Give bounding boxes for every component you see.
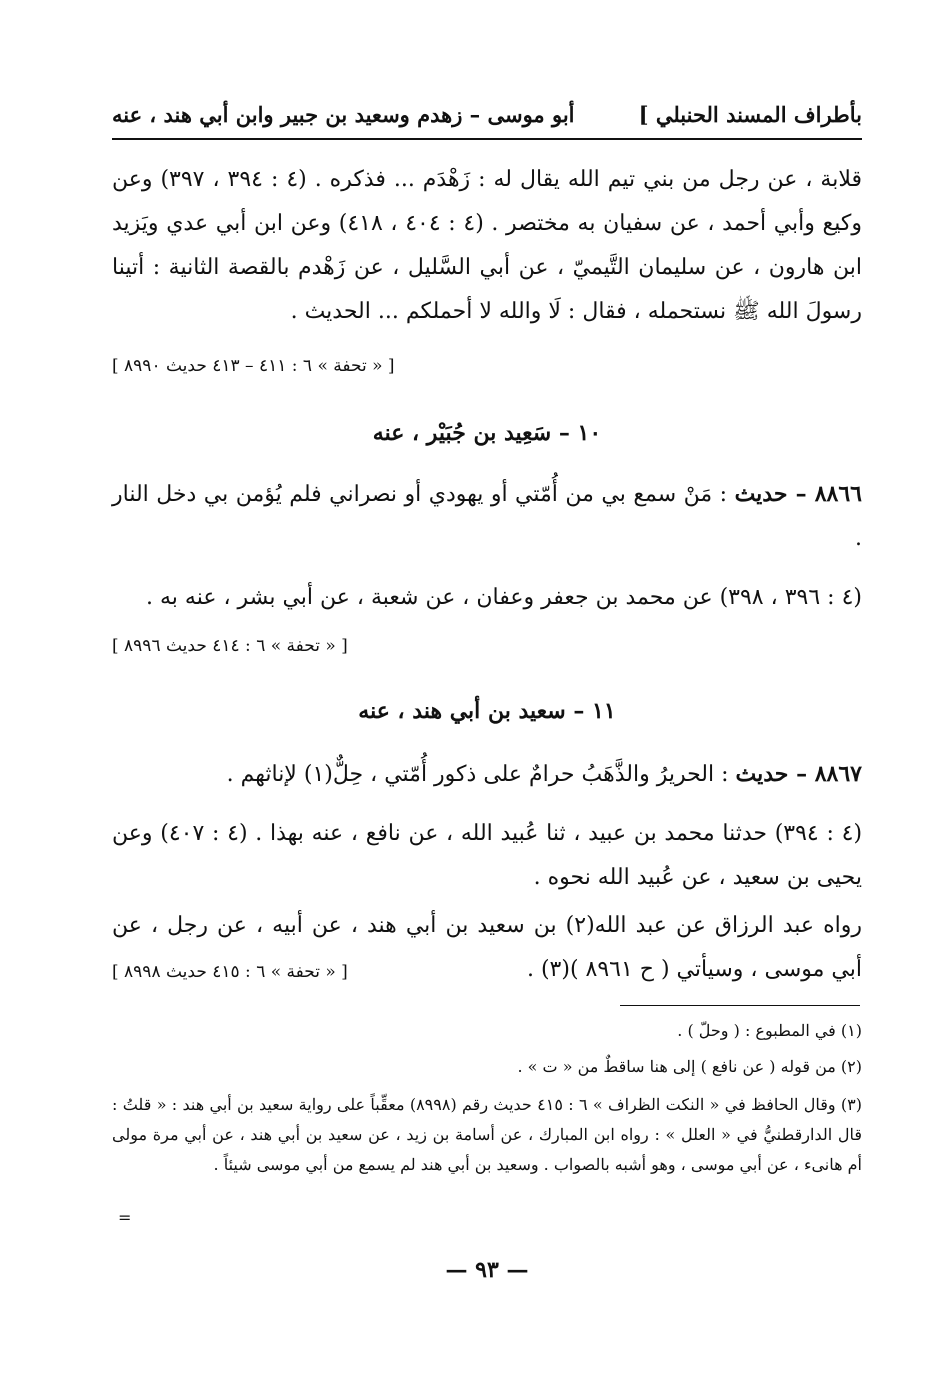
tuhfa-reference-2: [ « تحفة » ٦ : ٤١٤ حديث ٨٩٩٦ ] bbox=[112, 636, 348, 656]
page-number: — ٩٣ — bbox=[445, 1257, 529, 1283]
tuhfa-reference-3: [ « تحفة » ٦ : ٤١٥ حديث ٨٩٩٨ ] bbox=[112, 962, 348, 982]
running-header bbox=[112, 96, 862, 132]
header-rule bbox=[112, 138, 862, 140]
hadith-8867 bbox=[112, 752, 862, 797]
section-heading-10: ١٠ – سَعِيد بن جُبَيْر ، عنه bbox=[372, 420, 602, 446]
continuation-mark: = bbox=[118, 1208, 132, 1227]
footnote-separator bbox=[620, 1005, 860, 1006]
hadith-8866 bbox=[112, 472, 862, 561]
hadith-number: ٨٨٦٧ – حديث bbox=[735, 761, 862, 787]
tuhfa-reference-1: [ « تحفة » ٦ : ٤١١ – ٤١٣ حديث ٨٩٩٠ ] bbox=[112, 356, 395, 376]
hadith-text: : مَنْ سمع بي من أُمّتي أو يهودي أو نصراني فلم يُؤمن بي دخل النار . bbox=[112, 482, 862, 551]
section-heading-11: ١١ – سعيد بن أبي هند ، عنه bbox=[358, 698, 616, 724]
footnote-2: (٢) من قوله ( عن نافع ) إلى هنا ساقطٌ من « ت » . bbox=[517, 1057, 862, 1076]
isnad-8867: (٤ : ٣٩٤) حدثنا محمد بن عبيد ، ثنا عُبيد الله ، عن نافع ، عنه بهذا . (٤ : ٤٠٧) وعن يحيى بن سعيد ، عن عُبيد الله نحوه . bbox=[112, 821, 863, 890]
isnad-8866: (٤ : ٣٩٦ ، ٣٩٨) عن محمد بن جعفر وعفان ، عن شعبة ، عن أبي بشر ، عنه به . bbox=[146, 585, 862, 610]
hadith-text: : الحريرُ والذَّهَبُ حرامٌ على ذكور أُمّتي ، حِلٌّ(١) لإناثهم . bbox=[226, 762, 729, 787]
header-chapter-title: أبو موسى – زهدم وسعيد بن جبير وابن أبي هند ، عنه bbox=[112, 101, 575, 127]
riwaya-note: رواه عبد الرزاق عن عبد الله(٢) بن سعيد بن أبي هند ، عن أبيه ، عن رجل ، عن أبي موسى ، وسيأتي ( ح ٨٩٦١ )(٣) . bbox=[112, 913, 863, 982]
paragraph-block1: قلابة ، عن رجل من بني تيم الله يقال له : زَهْدَم ... فذكره . (٤ : ٣٩٤ ، ٣٩٧) وعن وكيع وأبي أحمد ، عن سفيان به مختصر . (٤ : ٤٠٤ ، ٤١٨) وعن ابن أبي عدي ويَزيد ابن هارون ، عن سليمان التَّيميّ ، عن أبي السَّليل ، عن زَهْدم بالقصة الثانية : أتينا رسولَ الله ﷺ نستحمله ، فقال : لَا والله لا أحملكم ... الحديث . bbox=[112, 167, 862, 324]
footnote-3: (٣) وقال الحافظ في « النكت الظراف » ٦ : ٤١٥ حديث رقم (٨٩٩٨) معقِّباً على رواية سعيد بن أبي هند : « قلتُ : قال الدارقطنيُّ في « العلل » : رواه ابن المبارك ، عن أسامة بن زيد ، عن سعيد بن أبي هند ، عن أبي مرة مولى أم هانىء ، عن أبي موسى ، وهو أشبه بالصواب . وسعيد بن أبي هند لم يسمع من أبي موسى شيئاً . bbox=[112, 1095, 863, 1174]
footnote-1: (١) في المطبوع : ( وحلّ ) . bbox=[677, 1021, 862, 1040]
header-book-title: بأطراف المسند الحنبلي ] bbox=[638, 101, 862, 127]
hadith-number: ٨٨٦٦ – حديث bbox=[734, 481, 862, 507]
